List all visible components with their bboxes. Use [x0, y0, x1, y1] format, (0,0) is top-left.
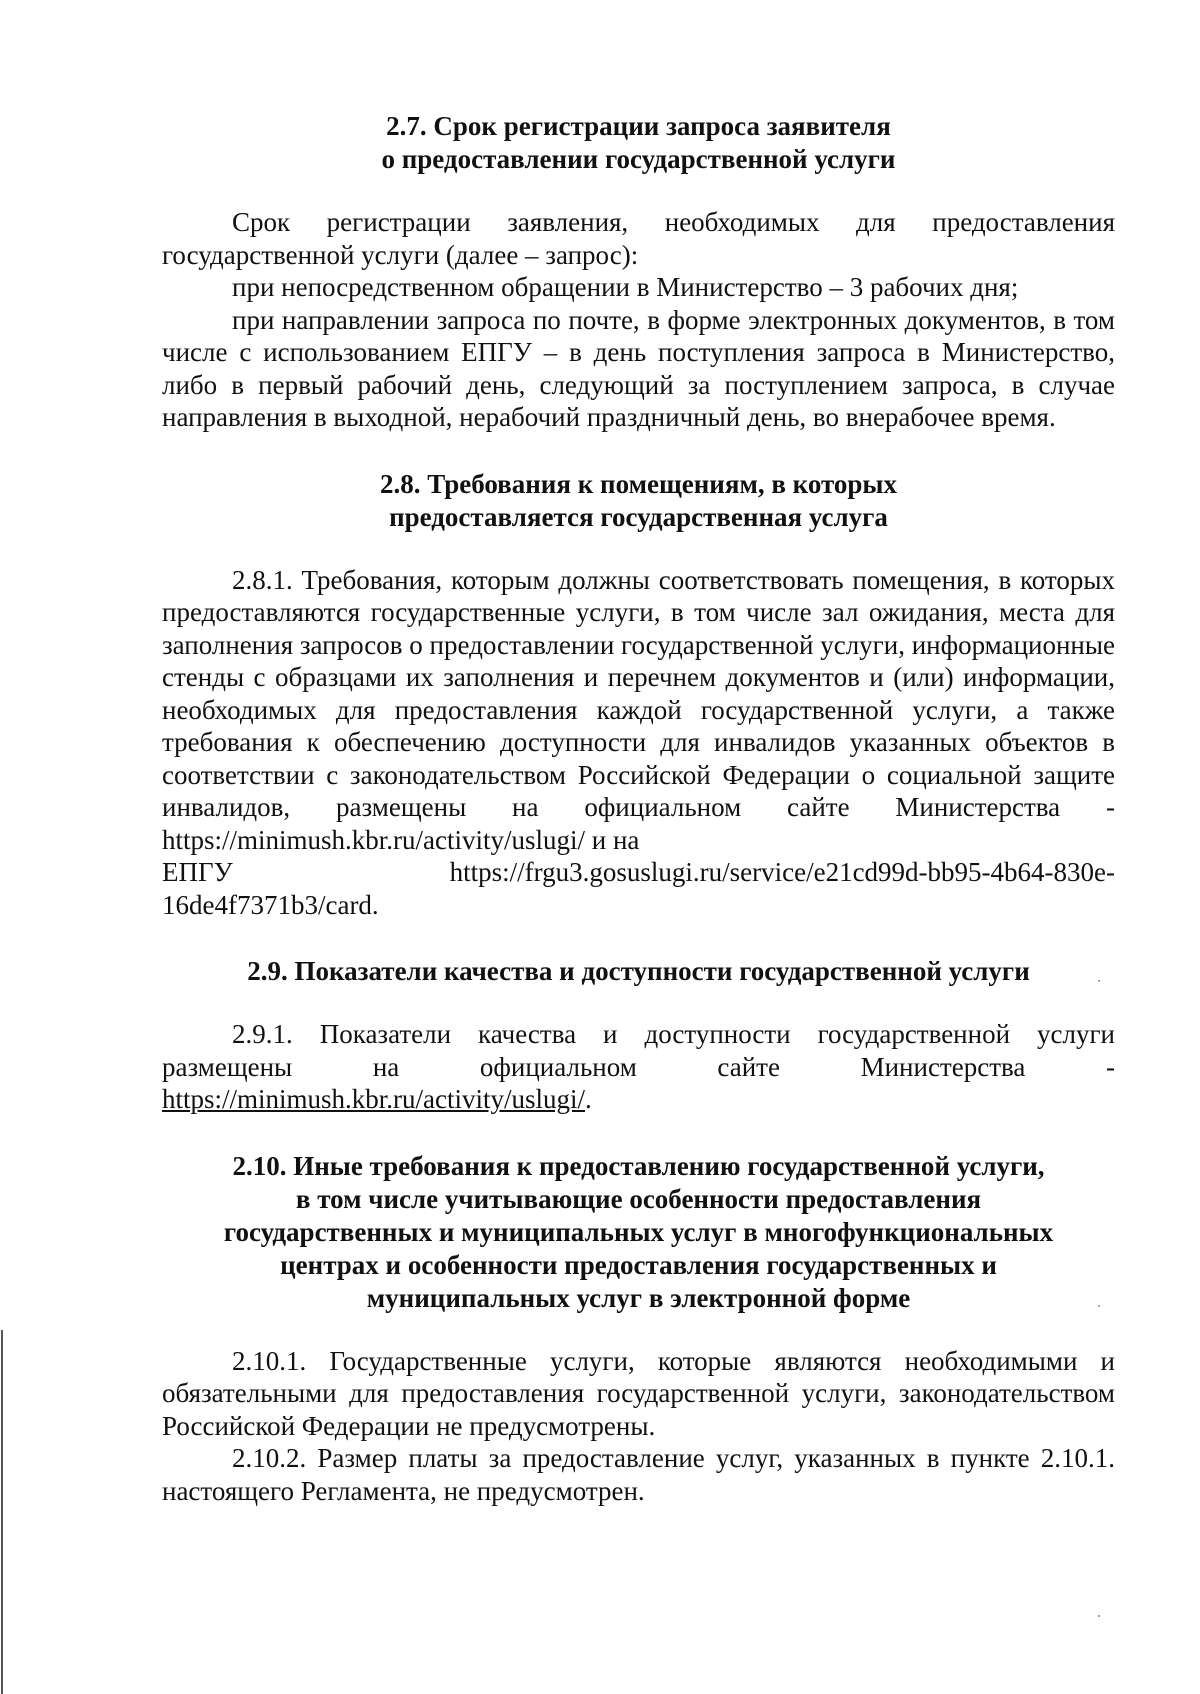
heading-line: в том числе учитывающие особенности предоставления: [295, 1183, 982, 1214]
epgu-label: ЕПГУ: [162, 857, 233, 887]
heading-line: 2.10. Иные требования к предоставлению государственной услуги,: [232, 1150, 1045, 1181]
epgu-url-tail: 16de4f7371b3/card.: [162, 889, 379, 920]
heading-line: предоставляется государственная услуга: [389, 501, 888, 532]
section-2-7-paragraph-3: при направлении запроса по почте, в форме электронных документов, в том числе с использованием ЕПГУ – в день поступления запроса в Министерство, либо в первый рабочий день, следующий за поступлением запроса, в случае направления в выходной, нерабочий праздничный день, во внерабочее время.: [162, 304, 1115, 432]
epgu-url-line: [162, 856, 1115, 889]
heading-line: о предоставлении государственной услуги: [381, 144, 896, 174]
paragraph-text: .: [585, 1084, 592, 1114]
section-2-8-paragraph-1: [162, 564, 1115, 857]
section-2-9-heading: 2.9. Показатели качества и доступности государственной услуги: [247, 956, 1030, 986]
heading-line: 2.7. Срок регистрации запроса заявителя: [386, 111, 891, 141]
epgu-service-url: https://frgu3.gosuslugi.ru/service/e21cd99d-bb95-4b64-830e-: [449, 857, 1115, 887]
section-2-7-paragraph-2: при непосредственном обращении в Министерство – 3 рабочих дня;: [232, 272, 1019, 302]
section-2-10-paragraph-1: 2.10.1. Государственные услуги, которые являются необходимыми и обязательными для предоставления государственной услуги, законодательством Российской Федерации не предусмотрены.: [162, 1345, 1115, 1441]
paragraph-text: 2.8.1. Требования, которым должны соответствовать помещения, в которых предоставляются государственные услуги, в том числе зал ожидания, места для заполнения запросов о предоставлении государственной услуги, информационные стенды с образцами их заполнения и перечнем документов и (или) информации, необходимых для предоставления каждой государственной услуги, а также требования к обеспечению доступности для инвалидов указанных объектов в соответствии с законодательством Российской Федерации о социальной защите инвалидов, размещены на официальном сайте Министерства - https://minimush.kbr.ru/activity/uslugi/ и на: [162, 564, 1115, 855]
section-2-10-heading: [162, 1150, 1115, 1315]
section-2-9-paragraph-1: [162, 1018, 1115, 1116]
heading-line: государственных и муниципальных услуг в многофункциональных: [223, 1216, 1054, 1247]
heading-line: муниципальных услуг в электронной форме: [366, 1282, 911, 1313]
section-2-10-paragraph-2: 2.10.2. Размер платы за предоставление услуг, указанных в пункте 2.10.1. настоящего Регламента, не предусмотрен.: [162, 1443, 1115, 1506]
heading-line: центрах и особенности предоставления государственных и: [280, 1249, 997, 1280]
scan-edge-mark: [1, 1330, 3, 1694]
heading-line: 2.8. Требования к помещениям, в которых: [379, 468, 898, 499]
section-2-7-heading: [162, 110, 1115, 176]
scan-dust: [1098, 1615, 1100, 1617]
paragraph-text: 2.9.1. Показатели качества и доступности государственной услуги размещены на официальном сайте Министерства -: [162, 1019, 1115, 1082]
section-2-8-heading: [162, 468, 1115, 534]
section-2-7-paragraph-1: Срок регистрации заявления, необходимых для предоставления государственной услуги (далее – запрос):: [162, 207, 1115, 270]
document-body: [162, 110, 1115, 1507]
ministry-services-link[interactable]: https://minimush.kbr.ru/activity/uslugi/: [162, 1084, 586, 1114]
